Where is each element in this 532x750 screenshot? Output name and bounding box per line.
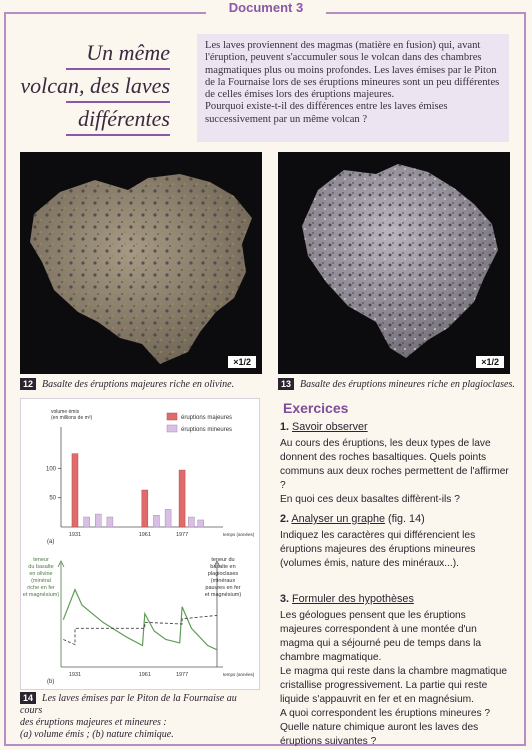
- bar: [95, 514, 101, 527]
- chart-label: (a): [47, 539, 55, 545]
- right-axis-label: plagioclases: [207, 571, 239, 577]
- figure-number: 13: [278, 378, 294, 390]
- x-tick-label: 1977: [175, 532, 189, 538]
- y-tick-label: 100: [45, 466, 56, 473]
- title-line: Un même: [86, 40, 170, 65]
- exercise-number: 3.: [280, 593, 290, 605]
- figure-14: [20, 398, 260, 690]
- exercise-text: Indiquez les caractères qui différencient les éruptions majeures des éruptions mineures (volumes émis, nature des minéraux...).: [280, 530, 476, 569]
- x-tick-label: 1977: [175, 672, 189, 678]
- scale-label: ×1/2: [476, 356, 504, 368]
- exercise-3: [280, 592, 510, 749]
- document-number: 3: [295, 0, 304, 15]
- y-tick-label: 50: [49, 495, 56, 502]
- exercise-text: Quelle nature chimique auront les laves des éruptions suivantes ?: [280, 722, 479, 747]
- exercise-text: En quoi ces deux basaltes diffèrent-ils ?: [280, 494, 460, 505]
- caption-text: Basalte des éruptions majeures riche en olivine.: [42, 379, 235, 390]
- scale-label: ×1/2: [228, 356, 256, 368]
- title-line: différentes: [77, 106, 170, 131]
- intro-question: Pourquoi existe-t-il des différences entre les laves émises successivement par un même volcan ?: [205, 101, 448, 125]
- intro-text: [197, 34, 509, 142]
- title-rule: [66, 68, 170, 70]
- x-tick-label: 1931: [68, 532, 82, 538]
- intro-paragraph: Les laves proviennent des magmas (matière en fusion) qui, avant l'éruption, peuvent s'accumuler sous le volcan dans des chambres magmatiques plus ou moins profondes. Les laves émises par le Piton de la Fournaise lors de ses éruptions mineures sont un peu différentes de celles émises lors des éruptions majeures.: [205, 40, 500, 101]
- photo-caption: [278, 378, 518, 391]
- x-tick-label: 1931: [68, 672, 82, 678]
- bar: [188, 517, 194, 527]
- legend-label: éruptions mineures: [181, 427, 233, 433]
- x-tick-label: 1961: [138, 532, 151, 538]
- legend-label: éruptions majeures: [181, 415, 233, 421]
- left-axis-label: teneur: [33, 557, 49, 563]
- y-axis-label: (en millions de m³): [51, 415, 93, 421]
- document-label: Document: [228, 0, 293, 15]
- caption-line: des éruptions majeures et mineures :: [20, 717, 167, 728]
- exercise-heading: Analyser un graphe: [291, 513, 386, 525]
- exercise-text: Le magma qui reste dans la chambre magmatique cristallise progressivement. La partie qui reste liquide s'appauvrit en fer et en magnésium.: [280, 666, 508, 705]
- title-rule: [66, 101, 170, 103]
- bar: [179, 470, 185, 527]
- bar: [84, 517, 90, 527]
- legend-swatch: [167, 425, 177, 432]
- caption-text: Basalte des éruptions mineures riche en plagioclases.: [300, 379, 515, 390]
- legend-swatch: [167, 413, 177, 420]
- bar: [142, 490, 148, 527]
- photo-basalt-plagioclase: [278, 152, 510, 374]
- y-axis-label: volume émis: [51, 409, 80, 415]
- plagioclase-line: [63, 615, 217, 644]
- bar: [198, 520, 204, 527]
- left-axis-label: du basalte: [28, 564, 54, 570]
- exercises-title: Exercices: [283, 400, 349, 416]
- exercise-2: [280, 512, 510, 571]
- caption-line: (a) volume émis ; (b) nature chimique.: [20, 729, 174, 740]
- figure-14-caption: [20, 692, 260, 741]
- title-rule: [66, 134, 170, 136]
- x-axis-label: temps (années): [223, 672, 255, 677]
- exercise-heading: Savoir observer: [292, 421, 368, 433]
- bar: [72, 454, 78, 527]
- exercise-text: Les géologues pensent que les éruptions majeures correspondent à une montée d'un magma qui a séjourné peu de temps dans la chambre magmatique.: [280, 610, 482, 663]
- chart-label: (b): [47, 679, 55, 685]
- bar: [153, 515, 159, 527]
- x-axis-label: temps (années): [223, 532, 255, 537]
- bar: [165, 509, 171, 527]
- title-line: volcan, des laves: [20, 73, 170, 98]
- document-header: [206, 0, 326, 16]
- exercise-ref: (fig. 14): [385, 513, 425, 525]
- exercise-number: 1.: [280, 421, 290, 433]
- page-title: [20, 36, 170, 135]
- exercise-text: Au cours des éruptions, les deux types de lave donnent des roches basaltiques. Quels points communs aux deux roches permettent de l'affirmer ?: [280, 438, 509, 491]
- exercise-number: 2.: [280, 513, 290, 525]
- figure-14-charts: [21, 399, 259, 689]
- right-axis-label: et magnésium): [204, 592, 242, 598]
- right-axis-label: pauvres en fer: [205, 585, 241, 591]
- rock-image: [20, 152, 262, 374]
- rock-image: [278, 152, 510, 374]
- exercise-text: A quoi correspondent les éruptions mineures ?: [280, 708, 491, 719]
- left-axis-label: en olivine: [29, 571, 53, 577]
- x-tick-label: 1961: [138, 672, 151, 678]
- bar: [107, 517, 113, 527]
- exercise-1: [280, 420, 510, 507]
- right-axis-label: teneur du: [211, 557, 235, 563]
- figure-number: 14: [20, 692, 36, 704]
- left-axis-label: riche en fer: [27, 585, 55, 591]
- photo-caption: [20, 378, 262, 391]
- photo-basalt-olivine: [20, 152, 262, 374]
- caption-line: Les laves émises par le Piton de la Fournaise au cours: [20, 693, 237, 716]
- left-axis-label: et magnésium): [22, 592, 60, 598]
- figure-number: 12: [20, 378, 36, 390]
- exercise-heading: Formuler des hypothèses: [292, 593, 414, 605]
- left-axis-label: (minéral: [31, 578, 51, 584]
- olivine-line: [63, 590, 217, 650]
- right-axis-label: basalte en: [210, 564, 236, 570]
- right-axis-label: (minéraux: [210, 578, 236, 584]
